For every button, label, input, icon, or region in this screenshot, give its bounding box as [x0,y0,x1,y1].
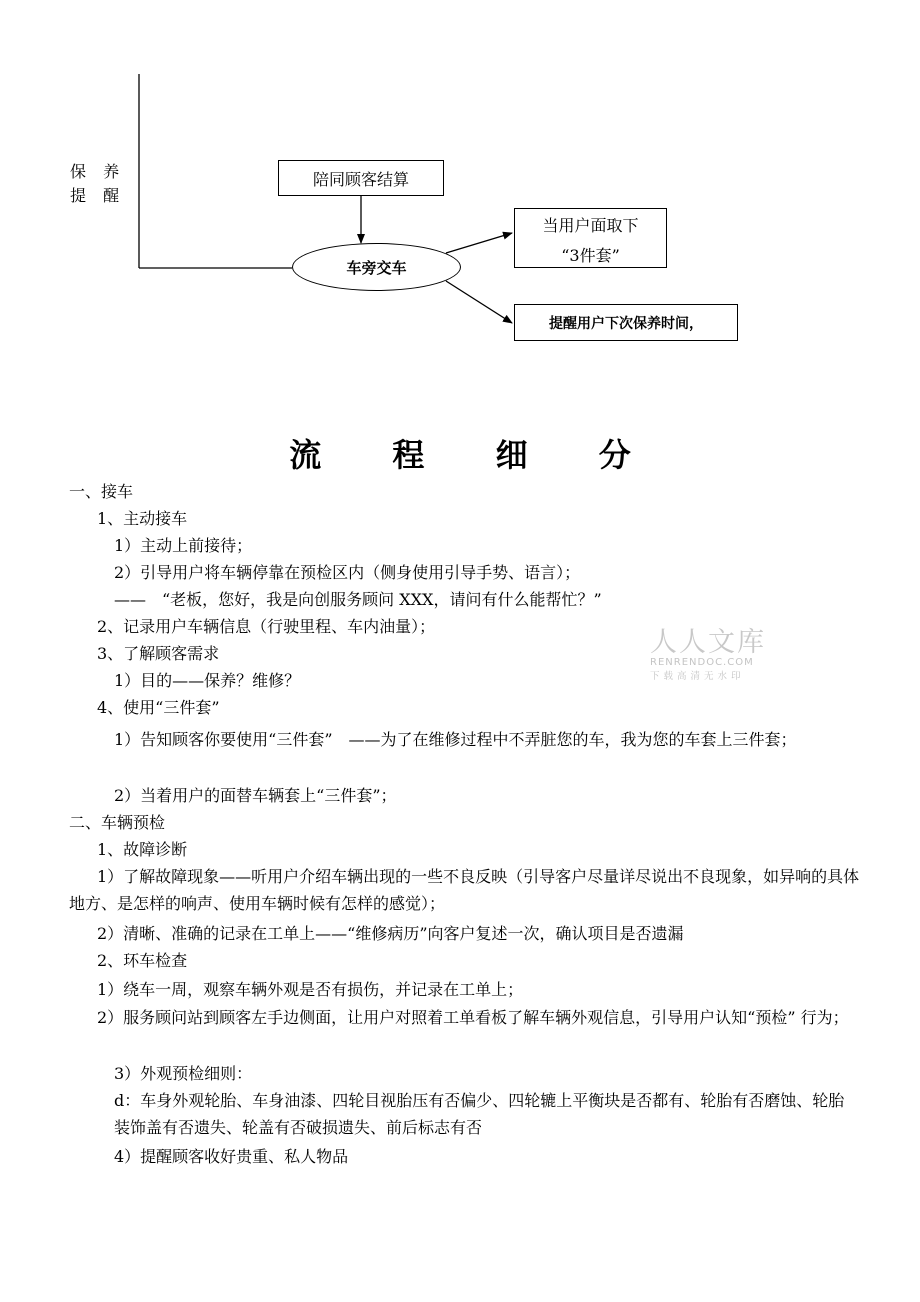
section-2-item-2-b: 2）服务顾问站到顾客左手边侧面，让用户对照着工单看板了解车辆外观信息，引导用户认知“预检” 行为； [97,1008,849,1027]
ellipse-handover-label: 车旁交车 [346,258,407,277]
section-1-heading: 一、接车 [69,482,134,501]
box-remove-cover [514,208,667,268]
watermark-brand: 人人文库 [650,627,766,658]
side-label-line2: 提 醒 [70,186,126,205]
box-remove-cover-label-line2: “3件套” [561,246,620,265]
ellipse-handover [292,243,461,291]
arrow-handover-to-remind [446,281,512,323]
section-1-item-3: 3、了解顾客需求 [97,644,220,663]
watermark-slogan: 下载高清无水印 [650,671,745,682]
section-1-item-1-a: 1）主动上前接待； [114,536,253,555]
section-1-item-4-b: 2）当着用户的面替车辆套上“三件套”； [114,786,397,805]
section-1-item-4-a: 1）告知顾客你要使用“三件套” ——为了在维修过程中不弄脏您的车，我为您的车套上三件套； [114,730,797,749]
box-remind-next-maintenance [514,304,738,341]
flowchart-connectors [0,0,920,400]
section-1-item-1-c: —— “老板，您好，我是向创服务顾问 XXX，请问有什么能帮忙？” [114,590,602,609]
section-1-item-4: 4、使用“三件套” [97,698,220,717]
arrow-handover-to-remove-cover [446,233,512,253]
box-remove-cover-label: 当用户面取下 [542,216,639,235]
section-1-item-1: 1、主动接车 [97,509,188,528]
watermark-domain: RENRENDOC.COM [650,657,754,668]
section-2-item-2-d: d：车身外观轮胎、车身油漆、四轮目视胎压有否偏少、四轮辘上平衡块是否都有、轮胎有否磨蚀、轮胎装饰盖有否遗失、轮盖有否破损遗失、前后标志有否 [114,1091,845,1137]
watermark [650,620,780,682]
section-2-item-1: 1、故障诊断 [97,840,188,859]
section-2-item-2: 2、环车检查 [97,951,188,970]
section-2-item-1-a: 1）了解故障现象——听用户介绍车辆出现的一些不良反映（引导客户尽量详尽说出不良现象，如异响的具体地方、是怎样的响声、使用车辆时候有怎样的感觉）； [69,867,860,913]
section-2-item-2-a: 1）绕车一周，观察车辆外观是否有损伤，并记录在工单上； [97,980,524,999]
box-settlement [278,160,444,196]
page-title: 流 程 细 分 [289,436,661,474]
box-settlement-label: 陪同顾客结算 [312,169,409,189]
section-2-item-1-b: 2）清晰、准确的记录在工单上——“维修病历”向客户复述一次，确认项目是否遗漏 [97,924,684,943]
section-1-item-3-a: 1）目的——保养？维修？ [114,671,301,690]
side-label-line1: 保 养 [70,162,126,181]
section-2-heading: 二、车辆预检 [69,813,166,832]
section-1-item-2: 2、记录用户车辆信息（行驶里程、车内油量）； [97,617,436,636]
box-remind-next-label: 提醒用户下次保养时间， [549,315,703,332]
section-1-item-1-b: 2）引导用户将车辆停靠在预检区内（侧身使用引导手势、语言）； [114,563,581,582]
section-2-item-2-e: 4）提醒顾客收好贵重、私人物品 [114,1147,349,1166]
side-label-maintenance [70,160,125,208]
section-2-item-2-c: 3）外观预检细则： [114,1064,253,1083]
